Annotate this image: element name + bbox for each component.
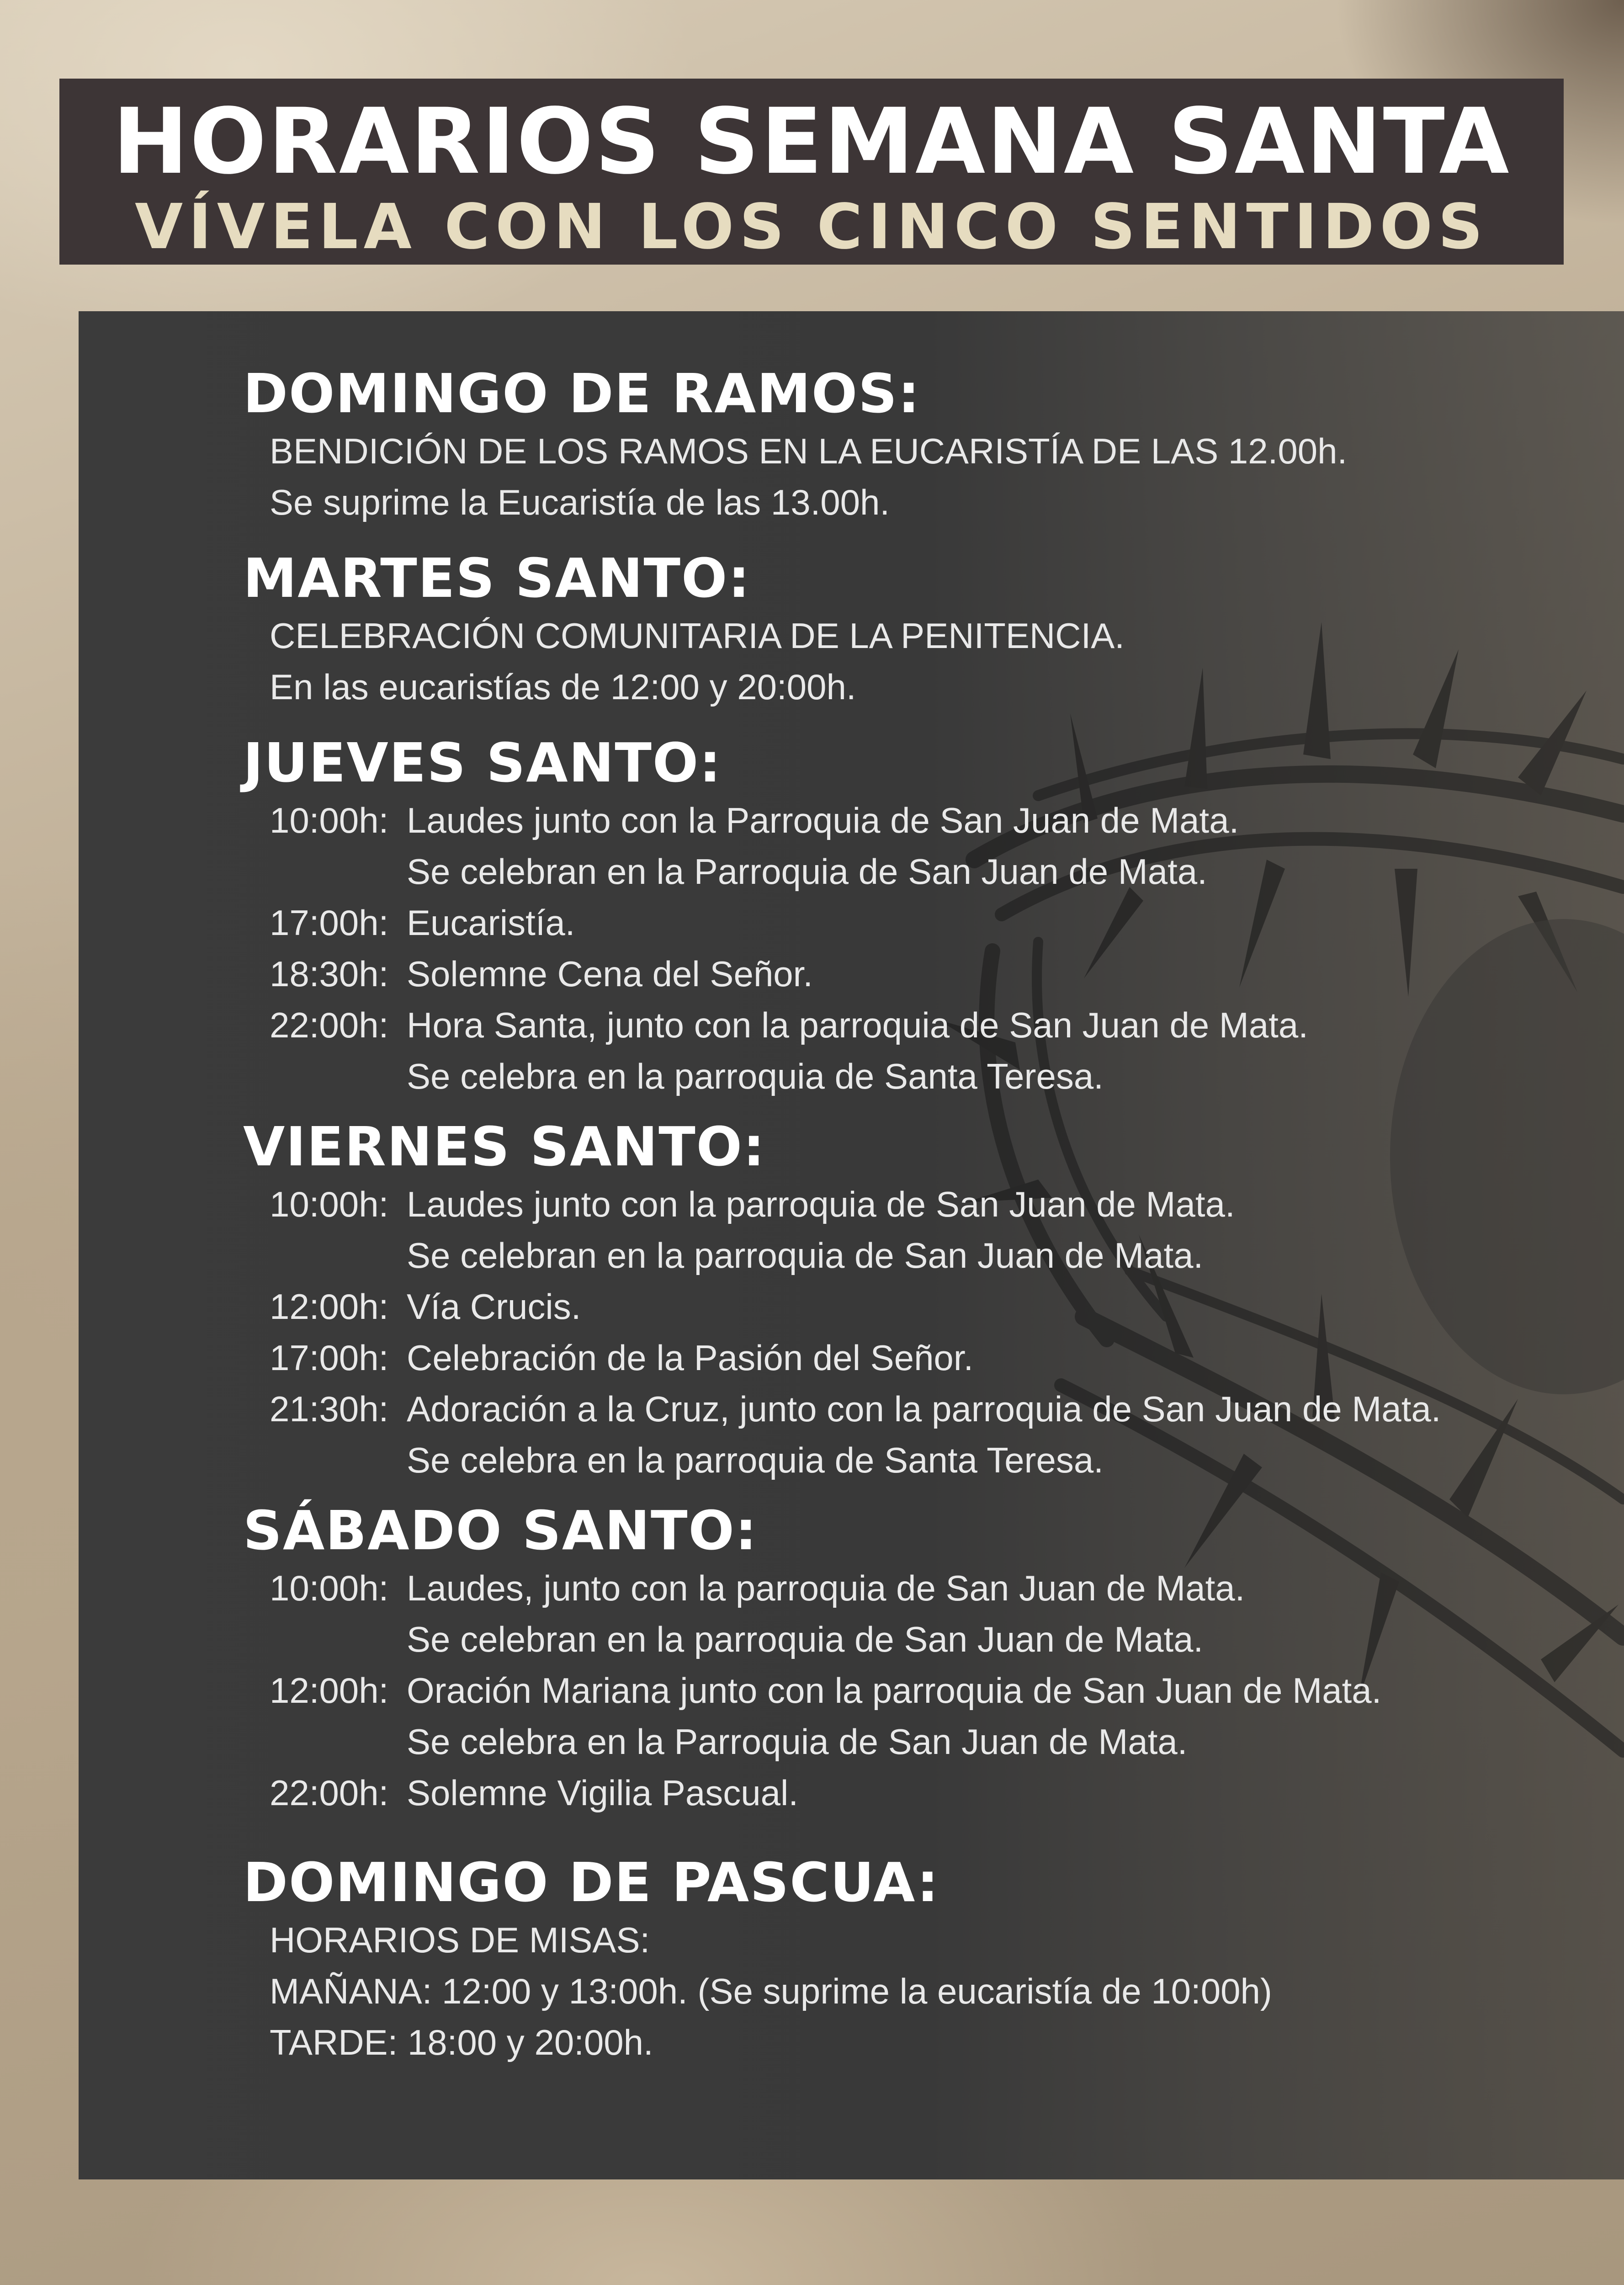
entry-time: 18:30h: xyxy=(270,954,389,994)
schedule-entry xyxy=(270,948,1614,999)
section-heading: SÁBADO SANTO: xyxy=(243,1499,758,1562)
entry-description: Oración Mariana junto con la parroquia de San Juan de Mata. xyxy=(407,1670,1382,1711)
entry-description: Eucaristía. xyxy=(407,903,575,943)
entry-description: Hora Santa, junto con la parroquia de San Juan de Mata. xyxy=(407,1005,1308,1045)
schedule-entry xyxy=(270,795,1614,846)
section-heading: DOMINGO DE PASCUA: xyxy=(243,1851,939,1914)
entry-note: Se celebra en la Parroquia de San Juan de Mata. xyxy=(407,1722,1188,1762)
schedule-entry xyxy=(270,1281,1614,1332)
entry-time: 17:00h: xyxy=(270,903,389,943)
entry-time: 12:00h: xyxy=(270,1670,389,1711)
entry-time: 22:00h: xyxy=(270,1005,389,1045)
schedule-panel xyxy=(79,311,1624,2179)
title-banner xyxy=(59,79,1564,265)
schedule-entry xyxy=(270,999,1614,1051)
schedule-entry xyxy=(270,1562,1614,1614)
schedule-entry xyxy=(270,1383,1614,1435)
entry-time: 10:00h: xyxy=(270,1568,389,1608)
entry-description: Solemne Cena del Señor. xyxy=(407,954,813,994)
schedule-line: MAÑANA: 12:00 y 13:00h. (Se suprime la eucaristía de 10:00h) xyxy=(270,1971,1272,2011)
schedule-line: BENDICIÓN DE LOS RAMOS EN LA EUCARISTÍA DE LAS 12.00h. xyxy=(270,431,1348,471)
schedule-line: En las eucaristías de 12:00 y 20:00h. xyxy=(270,667,856,707)
entry-note: Se celebra en la parroquia de Santa Teresa. xyxy=(407,1056,1104,1096)
entry-note: Se celebra en la parroquia de Santa Teresa. xyxy=(407,1440,1104,1480)
section-heading: JUEVES SANTO: xyxy=(243,731,722,794)
entry-description: Celebración de la Pasión del Señor. xyxy=(407,1338,974,1378)
entry-description: Laudes junto con la parroquia de San Juan de Mata. xyxy=(407,1184,1235,1224)
schedule-line: HORARIOS DE MISAS: xyxy=(270,1920,650,1960)
entry-description: Laudes junto con la Parroquia de San Juan de Mata. xyxy=(407,800,1239,840)
section-domingo-ramos xyxy=(243,361,1614,528)
entry-time: 12:00h: xyxy=(270,1286,389,1327)
section-jueves-santo xyxy=(243,731,1614,1102)
entry-time: 17:00h: xyxy=(270,1338,389,1378)
page-title: HORARIOS SEMANA SANTA xyxy=(112,89,1511,194)
schedule-entry xyxy=(270,1767,1614,1818)
entry-description: Solemne Vigilia Pascual. xyxy=(407,1773,799,1813)
entry-description: Vía Crucis. xyxy=(407,1286,581,1327)
section-heading: DOMINGO DE RAMOS: xyxy=(243,362,921,425)
schedule-entry xyxy=(270,1665,1614,1716)
schedule-entry xyxy=(270,1179,1614,1230)
entry-time: 10:00h: xyxy=(270,1184,389,1224)
section-martes-santo xyxy=(243,546,1614,712)
page-subtitle: VÍVELA CON LOS CINCO SENTIDOS xyxy=(134,191,1489,263)
entry-time: 10:00h: xyxy=(270,800,389,840)
entry-time: 22:00h: xyxy=(270,1773,389,1813)
entry-note: Se celebran en la parroquia de San Juan de Mata. xyxy=(407,1619,1204,1659)
schedule-line: CELEBRACIÓN COMUNITARIA DE LA PENITENCIA. xyxy=(270,616,1125,656)
section-domingo-pascua xyxy=(243,1850,1614,2068)
schedule-entry xyxy=(270,897,1614,948)
schedule-line: Se suprime la Eucaristía de las 13.00h. xyxy=(270,482,890,522)
section-sabado-santo xyxy=(243,1499,1614,1818)
schedule-content xyxy=(243,361,1614,2081)
entry-description: Laudes, junto con la parroquia de San Juan de Mata. xyxy=(407,1568,1245,1608)
schedule-line: TARDE: 18:00 y 20:00h. xyxy=(270,2022,653,2062)
entry-time: 21:30h: xyxy=(270,1389,389,1429)
schedule-entry xyxy=(270,1332,1614,1383)
entry-note: Se celebran en la parroquia de San Juan de Mata. xyxy=(407,1235,1204,1275)
section-viernes-santo xyxy=(243,1115,1614,1486)
entry-description: Adoración a la Cruz, junto con la parroquia de San Juan de Mata. xyxy=(407,1389,1441,1429)
section-heading: MARTES SANTO: xyxy=(243,547,751,610)
entry-note: Se celebran en la Parroquia de San Juan de Mata. xyxy=(407,851,1207,892)
section-heading: VIERNES SANTO: xyxy=(243,1115,766,1178)
